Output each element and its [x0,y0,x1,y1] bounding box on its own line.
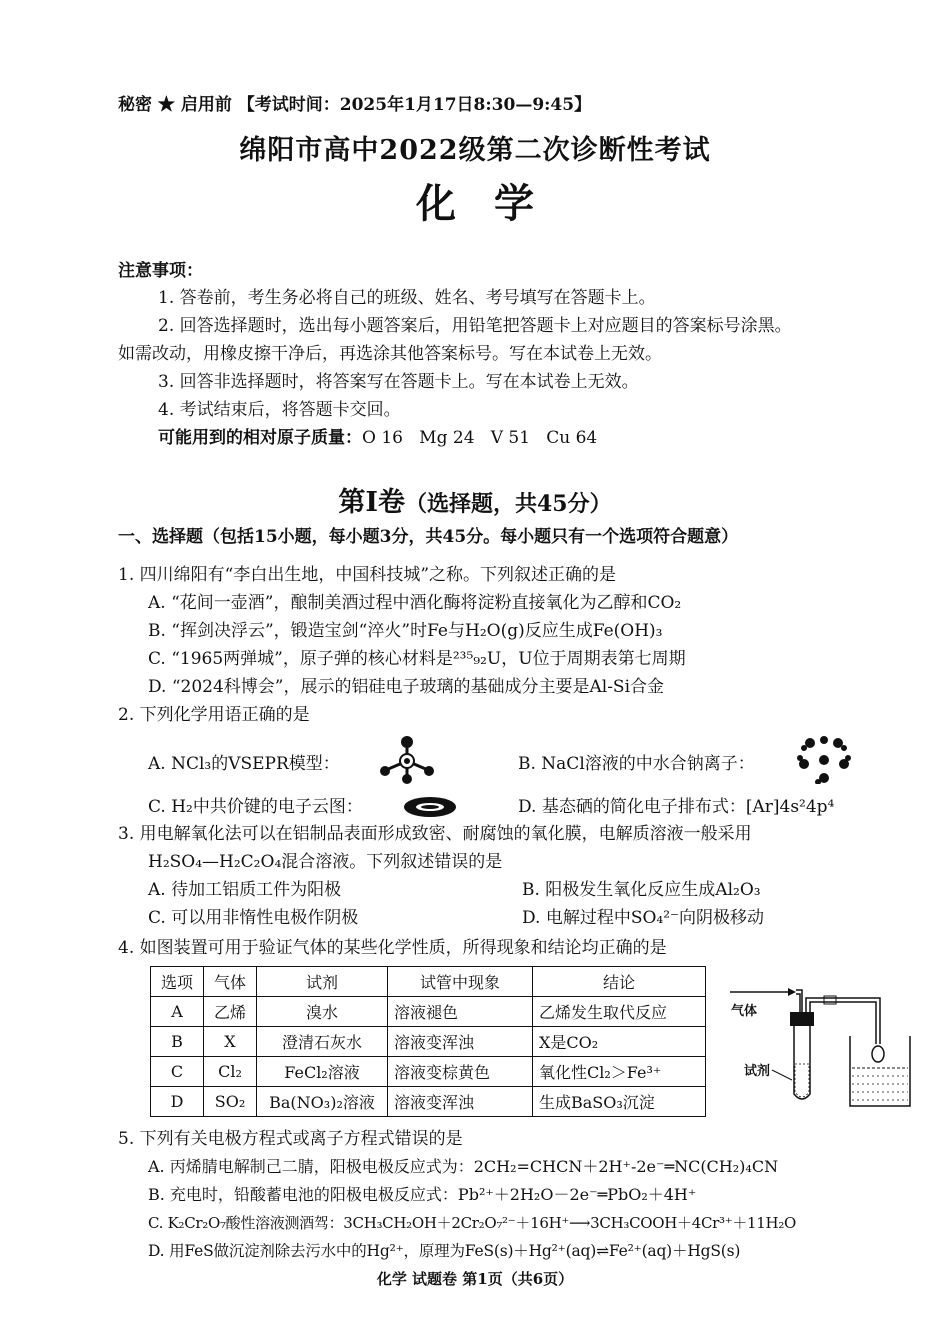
q3-option-a: A. 待加工铝质工件为阳极 [148,880,342,900]
table-cell: 溶液变棕黄色 [388,1057,533,1087]
vsepr-model-icon [378,734,436,784]
table-cell: X [204,1027,257,1057]
table-cell: A [151,997,204,1027]
table-header-row [151,967,706,997]
q5-option-d: D. 用FeS做沉淀剂除去污水中的Hg²⁺，原理为FeS(s)＋Hg²⁺(aq)⇌Fe²⁺(aq)＋HgS(s) [148,1242,741,1260]
table-cell: 氧化性Cl₂＞Fe³⁺ [533,1057,706,1087]
q3-stem-line2: H₂SO₄—H₂C₂O₄混合溶液。下列叙述错误的是 [148,852,503,872]
q5-option-c: C. K₂Cr₂O₇酸性溶液测酒驾：3CH₃CH₂OH＋2Cr₂O₇²⁻＋16H⁺⟶3CH₃COOH＋4Cr³⁺＋11H₂O [148,1214,797,1232]
q4-table [150,966,706,1117]
table-cell: 澄清石灰水 [257,1027,388,1057]
notes-heading: 注意事项： [118,261,203,281]
confidential-header: 秘密 ★ 启用前 【考试时间：2025年1月17日8:30—9:45】 [118,95,592,115]
q2-option-d: D. 基态硒的简化电子排布式：[Ar]4s²4p⁴ [518,797,835,817]
q2-stem: 2. 下列化学用语正确的是 [118,705,310,725]
table-cell: 溴水 [257,997,388,1027]
q3-option-c: C. 可以用非惰性电极作阴极 [148,908,359,928]
section-heading: 一、选择题（包括15小题，每小题3分，共45分。每小题只有一个选项符合题意） [118,527,739,547]
exam-title: 绵阳市高中2022级第二次诊断性考试 [239,135,711,166]
table-cell: Ba(NO₃)₂溶液 [257,1087,388,1117]
table-cell: 乙烯发生取代反应 [533,997,706,1027]
q3-stem-line1: 3. 用电解氧化法可以在铝制品表面形成致密、耐腐蚀的氧化膜，电解质溶液一般采用 [118,824,752,844]
table-cell: 溶液变浑浊 [388,1027,533,1057]
volume-title [0,480,950,519]
header-cell: 选项 [151,967,204,997]
note-item-2-cont: 如需改动，用橡皮擦干净后，再选涂其他答案标号。写在本试卷上无效。 [118,344,662,364]
table-cell: 乙烯 [204,997,257,1027]
table-row [151,1057,706,1087]
table-cell: SO₂ [204,1087,257,1117]
table-cell: FeCl₂溶液 [257,1057,388,1087]
atomic-mass-line [158,427,597,449]
table-cell: 溶液褪色 [388,997,533,1027]
header-cell: 试管中现象 [388,967,533,997]
table-row [151,1087,706,1117]
q4-stem: 4. 如图装置可用于验证气体的某些化学性质，所得现象和结论均正确的是 [118,938,667,958]
diagram-gas-label: 气体 [731,1004,758,1019]
volume-name: 第Ⅰ卷 [338,487,405,518]
q5-option-a: A. 丙烯腈电解制己二腈，阳极电极反应式为：2CH₂=CHCN＋2H⁺-2e⁻═NC(CH₂)₄CN [148,1157,779,1176]
q3-option-d: D. 电解过程中SO₄²⁻向阴极移动 [522,908,765,928]
header-cell: 试剂 [257,967,388,997]
table-cell: 生成BaSO₃沉淀 [533,1087,706,1117]
volume-subtitle: （选择题，共45分） [405,491,612,517]
subject-title: 化学 [416,180,572,227]
table-cell: D [151,1087,204,1117]
hydrated-sodium-ion-icon [796,734,852,784]
q2-option-c: C. H₂中共价键的电子云图： [148,797,363,817]
note-item-3: 3. 回答非选择题时，将答案写在答题卡上。写在本试卷上无效。 [158,372,639,392]
note-item-1: 1. 答卷前，考生务必将自己的班级、姓名、考号填写在答题卡上。 [158,288,656,308]
table-row [151,1027,706,1057]
table-cell: X是CO₂ [533,1027,706,1057]
q1-option-b: B. “挥剑决浮云”，锻造宝剑“淬火”时Fe与H₂O(g)反应生成Fe(OH)₃ [148,621,663,641]
table-cell: Cl₂ [204,1057,257,1087]
q3-option-b: B. 阳极发生氧化反应生成Al₂O₃ [522,880,761,900]
q2-option-b: B. NaCl溶液的中水合钠离子： [518,754,755,774]
header-cell: 结论 [533,967,706,997]
page-footer: 化学 试题卷 第1页（共6页） [376,1270,574,1288]
note-item-2: 2. 回答选择题时，选出每小题答案后，用铅笔把答题卡上对应题目的答案标号涂黑。 [158,316,792,336]
table-cell: C [151,1057,204,1087]
q1-option-d: D. “2024科博会”，展示的铝硅电子玻璃的基础成分主要是Al-Si合金 [148,677,665,697]
diagram-reagent-label: 试剂 [744,1064,771,1079]
table-row [151,997,706,1027]
electron-cloud-icon [402,794,458,820]
atomic-mass-values: O 16 Mg 24 V 51 Cu 64 [362,428,598,448]
q1-option-c: C. “1965两弹城”，原子弹的核心材料是²³⁵₉₂U，U位于周期表第七周期 [148,649,686,669]
q5-option-b: B. 充电时，铅酸蓄电池的阳极电极反应式：Pb²⁺＋2H₂O－2e⁻═PbO₂＋4H⁺ [148,1185,697,1204]
table-cell: 溶液变浑浊 [388,1087,533,1117]
atomic-mass-label: 可能用到的相对原子质量： [158,428,362,448]
table-cell: B [151,1027,204,1057]
q2-option-a: A. NCl₃的VSEPR模型： [148,754,340,774]
q1-option-a: A. “花间一壶酒”，酿制美酒过程中酒化酶将淀粉直接氧化为乙醇和CO₂ [148,593,682,613]
header-cell: 气体 [204,967,257,997]
q5-stem: 5. 下列有关电极方程式或离子方程式错误的是 [118,1129,463,1149]
q1-stem: 1. 四川绵阳有“李白出生地，中国科技城”之称。下列叙述正确的是 [118,565,617,585]
note-item-4: 4. 考试结束后，将答题卡交回。 [158,400,401,420]
